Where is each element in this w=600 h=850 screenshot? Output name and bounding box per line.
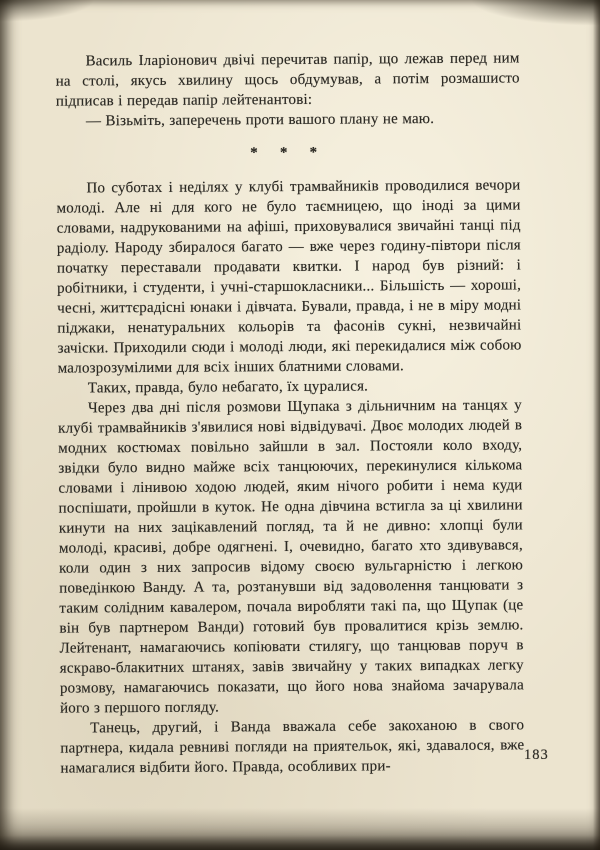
page-text-block: [55, 48, 524, 778]
scan-shadow-bottom: [0, 808, 600, 850]
paragraph-1: Василь Іларіонович двічі перечитав папір, що лежав перед ним на столі, якусь хвилину щось обдумував, а потім розмашисто підписав і передав папір лейтенантові:: [55, 50, 520, 110]
section-separator: * * *: [250, 144, 327, 162]
scan-shadow-top-right: [470, 0, 600, 26]
paragraph-4: Через два дні після розмови Щупака з дільничним на танцях у клубі трамвайників з'явилися нові відвідувачі. Двоє молодих людей в модних костюмах повільно зайшли в зал. Постояли коло входу, звідки було видно майже всіх танцюючих, перекинулися кількома словами і лінивою ходою людей, яким нічого робити і нема куди поспішати, пройшли в куток. Не одна дівчина встигла за ці хвилини кинути на них зацікавлений погляд, та й не дивно: хлопці були молоді, красиві, добре одягнені. І, очевидно, багато хто здивувався, коли один з них запросив відому своєю вульгарністю і легкою поведінкою Ванду. А та, розтанувши від задоволення танцювати з таким солідним кавалером, почала виробляти такі па, що Щупак (це він був партнером Ванди) готовий був провалитися крізь землю. Лейтенант, намагаючись копіювати стилягу, що танцював поруч в яскраво-блакитних штанях, завів звичайну у таких випадках легку розмову, намагаючись показати, що його нова знайома зачарувала його з першого погляду.: [58, 397, 524, 717]
paragraph-2: По суботах і неділях у клубі трамвайників проводилися вечори молоді. Але ні для кого не було таємницею, що іноді за цими словами, надрукованими на афіші, приховувалися звичайні танці під радіолу. Народу збиралося багато — вже через годину-півтори після початку переставали продавати квитки. І народ був різний: і робітники, і студенти, і учні-старшокласники... Більшість — хороші, чесні, життєрадісні юнаки і дівчата. Бували, правда, і не в міру модні піджаки, ненатуральних кольорів та фасонів сукні, незвичайні зачіски. Приходили сюди і молоді люди, які перекидалися між собою малозрозумілими для всіх інших блатними словами.: [56, 177, 522, 377]
scan-shadow-right-edge: [593, 0, 600, 850]
paragraph-5: Танець, другий, і Ванда вважала себе закоханою в свого партнера, кидала ревниві погляди на приятельок, які, здавалося, вже намагалися відбити його. Правда, особливих при-: [60, 717, 525, 777]
scan-shadow-top-left: [0, 0, 95, 22]
dialogue-line: — Візьміть, заперечень проти вашого плану не маю.: [85, 110, 435, 130]
page-number: 183: [524, 747, 549, 763]
paragraph-3: Таких, правда, було небагато, їх цуралися.: [87, 378, 369, 397]
